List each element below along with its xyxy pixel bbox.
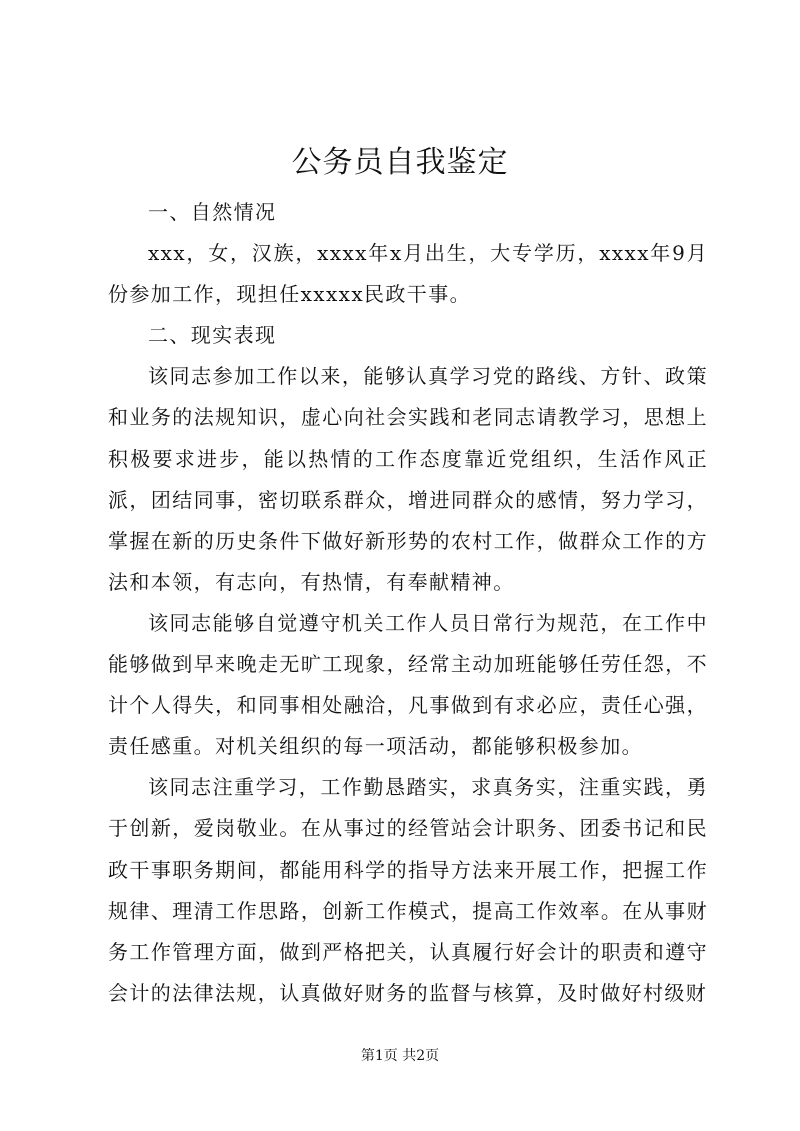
page-footer: 第1页 共2页 [360, 1048, 440, 1064]
document-body [108, 192, 708, 1014]
section-heading-natural-info: 一、自然情况 [148, 200, 277, 224]
document-title: 公务员自我鉴定 [291, 145, 509, 180]
section-heading-performance: 二、现实表现 [148, 323, 277, 348]
paragraph-natural-info: xxx，女，汉族，xxxx年x月出生，大专学历，xxxx年9月份参加工作，现担任xxxxx民政干事。 [108, 241, 708, 307]
paragraph-performance-3: 该同志注重学习，工作勤恳踏实，求真务实，注重实践，勇于创新，爱岗敬业。在从事过的经管站会计职务、团委书记和民政干事职务期间，都能用科学的指导方法来开展工作，把握工作规律、理清工作思路，创新工作模式，提高工作效率。在从事财务工作管理方面，做到严格把关，认真履行好会计的职责和遵守会计的法律法规，认真做好财务的监督与核算，及时做好村级财 [108, 775, 708, 1005]
paragraph-performance-2: 该同志能够自觉遵守机关工作人员日常行为规范，在工作中能够做到早来晚走无旷工现象，经常主动加班能够任劳任怨，不计个人得失，和同事相处融洽，凡事做到有求必应，责任心强，责任感重。对机关组织的每一项活动，都能够积极参加。 [108, 610, 708, 759]
paragraph-performance-1: 该同志参加工作以来，能够认真学习党的路线、方针、政策和业务的法规知识，虚心向社会实践和老同志请教学习，思想上积极要求进步，能以热情的工作态度靠近党组织，生活作风正派，团结同事，密切联系群众，增进同群众的感情，努力学习，掌握在新的历史条件下做好新形势的农村工作，做群众工作的方法和本领，有志向，有热情，有奉献精神。 [108, 364, 708, 594]
